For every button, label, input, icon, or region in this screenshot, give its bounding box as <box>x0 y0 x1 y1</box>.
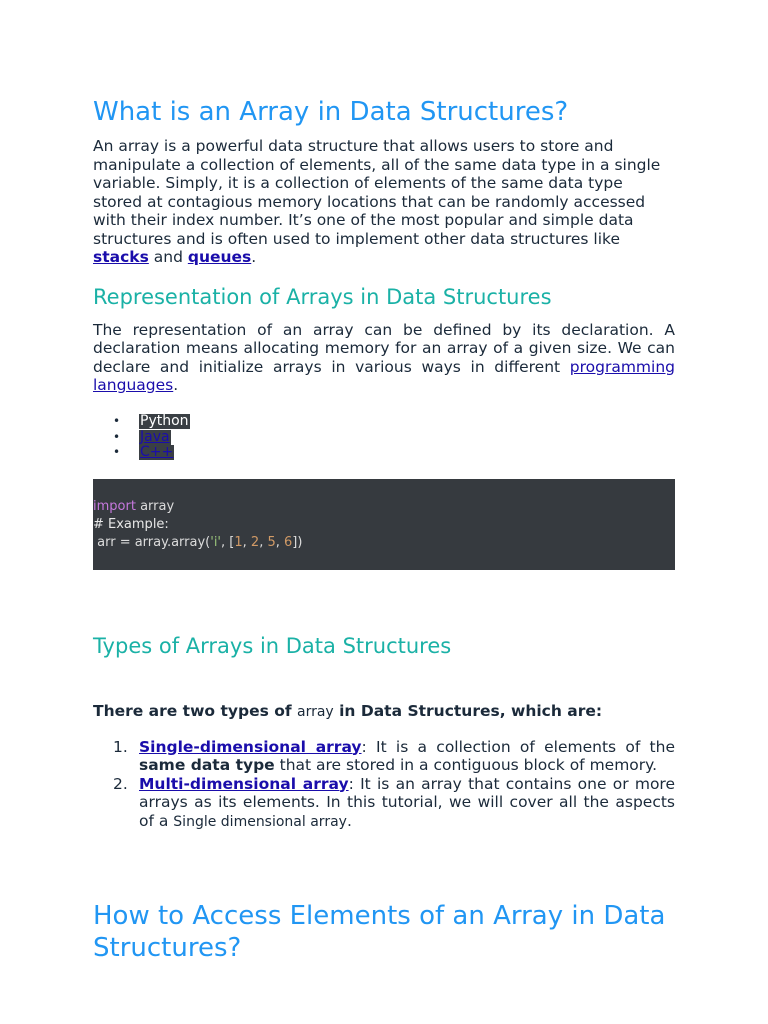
stacks-link[interactable]: stacks <box>93 248 149 266</box>
code-sep: , <box>242 535 251 550</box>
tab-cpp[interactable] <box>93 445 190 461</box>
representation-paragraph <box>93 321 675 395</box>
bullet-icon: • <box>113 429 121 444</box>
code-block <box>93 479 675 570</box>
types-list <box>93 738 675 832</box>
code-end: ]) <box>292 535 303 550</box>
list-item-single <box>93 738 675 775</box>
tab-cpp-label[interactable]: C++ <box>140 444 174 460</box>
code-string: 'i' <box>210 535 222 550</box>
intro-paragraph <box>93 137 675 267</box>
types-intro-bold-2: in Data Structures, which are: <box>333 702 603 720</box>
heading-access-elements: How to Access Elements of an Array in Data Structures? <box>93 901 666 963</box>
access-section <box>93 900 693 964</box>
import-keyword: import <box>93 499 136 514</box>
single-bold: same data type <box>139 756 275 774</box>
code-number: 5 <box>267 535 276 550</box>
single-text-a: : It is a collection of elements of the <box>361 737 675 756</box>
types-intro-bold-1: There are two types of <box>93 702 297 720</box>
single-text-b: that are stored in a contiguous block of memory. <box>274 756 658 774</box>
article-body <box>93 96 675 395</box>
multi-text-a: : It is an array that contains one or more arrays as its elements. In this tutorial, we will cover all the aspects of a <box>139 774 676 830</box>
tab-python-label[interactable]: Python <box>140 413 189 429</box>
intro-text: An array is a powerful data structure that allows users to store and manipulate a collection of elements, all of the same data type in a single variable. Simply, it is a collection of elements of the same data type stored at contagious memory locations that can be randomly accessed with their index number. It’s one of the most popular and simple data structures and is often used to implement other data structures like <box>93 137 661 248</box>
code-assign: arr = array.array( <box>93 535 211 550</box>
code-line-3 <box>93 534 302 552</box>
list-item-multi <box>93 775 675 832</box>
and-text: and <box>148 248 188 266</box>
list-number: 1. <box>113 737 128 756</box>
code-number: 1 <box>234 535 243 550</box>
tab-java-label[interactable]: Java <box>140 428 170 445</box>
multi-text-b: . <box>346 811 352 830</box>
bullet-icon: • <box>113 414 121 428</box>
tab-python[interactable] <box>93 414 190 430</box>
multi-dimensional-link[interactable]: Multi-dimensional array <box>139 774 349 793</box>
code-sep: , <box>275 535 284 550</box>
queues-link[interactable]: queues <box>187 248 252 266</box>
multi-small: Single dimensional array <box>173 813 347 830</box>
code-number: 6 <box>284 535 293 550</box>
import-target: array <box>135 499 175 514</box>
heading-types: Types of Arrays in Data Structures <box>93 634 452 658</box>
heading-representation: Representation of Arrays in Data Structures <box>93 284 552 309</box>
code-mid: , [ <box>221 535 235 550</box>
single-dimensional-link[interactable]: Single-dimensional array <box>139 737 362 756</box>
code-comment: # Example: <box>93 517 169 532</box>
code-number: 2 <box>250 535 260 550</box>
representation-text: The representation of an array can be defined by its declaration. A declaration means allocating memory for an array of a given size. We can declare and initialize arrays in various ways in different <box>93 320 675 376</box>
bullet-icon: • <box>113 445 121 459</box>
programming-languages-link[interactable]: programming languages <box>93 357 675 394</box>
intro-period: . <box>251 248 257 266</box>
code-sep: , <box>259 535 268 550</box>
types-intro-plain: array <box>297 704 334 720</box>
types-intro <box>93 702 675 722</box>
list-number: 2. <box>113 774 128 793</box>
tab-java[interactable] <box>93 430 190 446</box>
representation-period: . <box>173 376 179 394</box>
code-line-1 <box>93 498 174 516</box>
heading-what-is-array: What is an Array in Data Structures? <box>93 97 569 127</box>
code-line-2 <box>93 516 169 534</box>
language-tabs <box>93 414 190 461</box>
types-section <box>93 633 675 831</box>
